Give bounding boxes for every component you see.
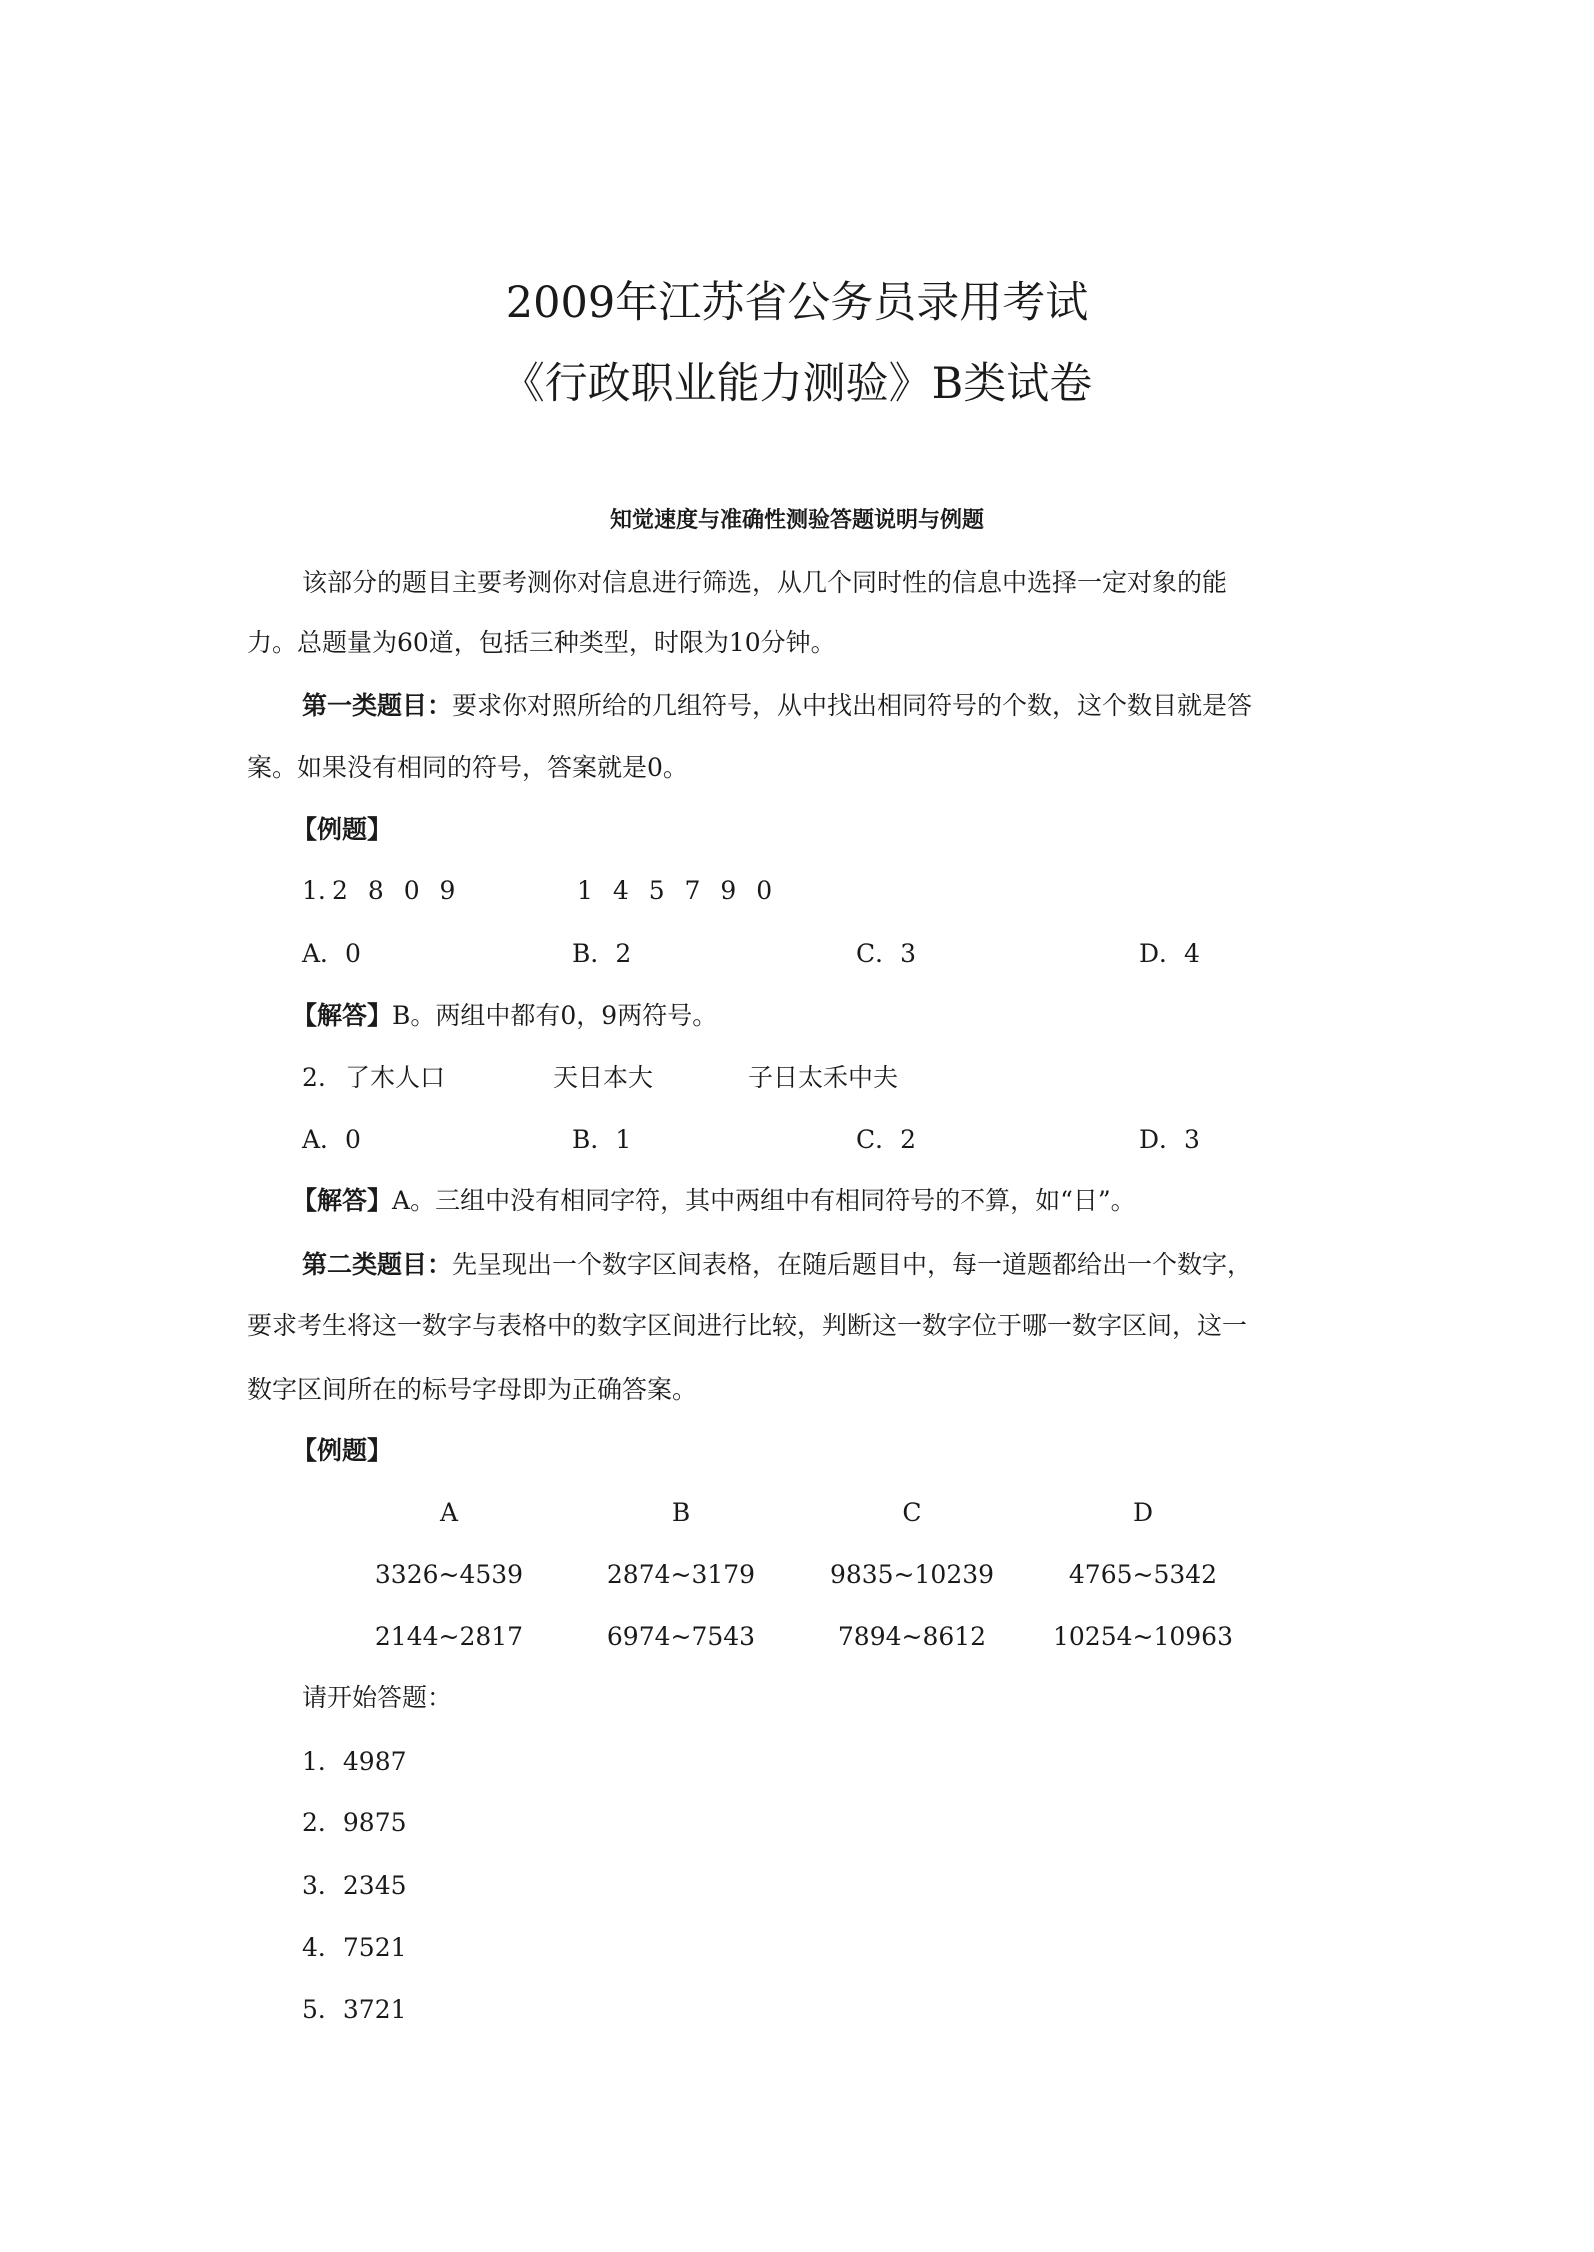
answer-text: B。两组中都有0，9两符号。 — [392, 1001, 718, 1030]
range-header-d: D — [1132, 1498, 1154, 1527]
range-cell: 3326~4539 — [374, 1560, 524, 1589]
answer-label: 【解答】 — [292, 1001, 393, 1030]
type1-paragraph — [302, 693, 1252, 718]
answer-label: 【解答】 — [292, 1186, 393, 1215]
type2-text: 先呈现出一个数字区间表格，在随后题目中，每一道题都给出一个数字， — [452, 1250, 1253, 1279]
range-header-a: A — [439, 1498, 459, 1527]
example1-option-c: C．3 — [856, 939, 917, 968]
range-cell: 4765~5342 — [1068, 1560, 1218, 1589]
example1-number: 1. — [302, 876, 326, 905]
type2-paragraph — [302, 1252, 1252, 1277]
range-cell: 6974~7543 — [606, 1622, 756, 1651]
page-title-line-1: 2009年江苏省公务员录用考试 — [505, 278, 1089, 328]
answer-text: A。三组中没有相同字符，其中两组中有相同符号的不算，如“日”。 — [392, 1186, 1136, 1215]
example-label-2: 【例题】 — [292, 1436, 393, 1465]
example1-option-b: B．2 — [572, 939, 632, 968]
range-cell: 9835~10239 — [829, 1560, 995, 1589]
example1-option-a: A．0 — [302, 939, 361, 968]
example1-option-d: D．4 — [1139, 939, 1200, 968]
example2-group3: 子日太禾中夫 — [748, 1063, 899, 1092]
intro-line-2: 力。总题量为60道，包括三种类型，时限为10分钟。 — [247, 628, 836, 657]
type1-line-2: 案。如果没有相同的符号，答案就是0。 — [247, 753, 688, 782]
example2-group1: 了木人口 — [345, 1063, 446, 1092]
example2-option-b: B．1 — [572, 1125, 632, 1154]
example1-group2: 1 4 5 7 9 0 — [577, 876, 773, 905]
example2-group2: 天日本大 — [553, 1063, 654, 1092]
range-cell: 2874~3179 — [606, 1560, 756, 1589]
question-item: 3．2345 — [302, 1871, 407, 1900]
range-header-c: C — [902, 1498, 922, 1527]
example2-answer — [292, 1188, 1136, 1213]
type2-line-2: 要求考生将这一数字与表格中的数字区间进行比较，判断这一数字位于哪一数字区间，这一 — [247, 1311, 1248, 1340]
range-header-b: B — [671, 1498, 691, 1527]
example1-answer — [292, 1003, 717, 1028]
question-item: 1．4987 — [302, 1747, 407, 1776]
range-cell: 2144~2817 — [374, 1622, 524, 1651]
range-cell: 7894~8612 — [837, 1622, 987, 1651]
question-item: 4．7521 — [302, 1933, 407, 1962]
section-title: 知觉速度与准确性测验答题说明与例题 — [609, 507, 984, 533]
intro-line-1: 该部分的题目主要考测你对信息进行筛选，从几个同时性的信息中选择一定对象的能 — [302, 568, 1228, 597]
page-title-line-2: 《行政职业能力测验》B类试卷 — [501, 359, 1093, 409]
question-item: 2．9875 — [302, 1808, 407, 1837]
example1-group1: 2 8 0 9 — [332, 876, 456, 905]
example2-option-a: A．0 — [302, 1125, 361, 1154]
example2-option-c: C．2 — [856, 1125, 917, 1154]
start-prompt: 请开始答题： — [302, 1683, 453, 1712]
type2-line-3: 数字区间所在的标号字母即为正确答案。 — [247, 1375, 698, 1404]
question-item: 5．3721 — [302, 1995, 407, 2024]
example2-option-d: D．3 — [1139, 1125, 1200, 1154]
type1-text: 要求你对照所给的几组符号，从中找出相同符号的个数，这个数目就是答 — [452, 691, 1253, 720]
type2-label: 第二类题目： — [302, 1250, 453, 1279]
type1-label: 第一类题目： — [302, 691, 453, 720]
example-label: 【例题】 — [292, 815, 393, 844]
range-cell: 10254~10963 — [1052, 1622, 1233, 1651]
example2-number: 2. — [302, 1063, 326, 1092]
